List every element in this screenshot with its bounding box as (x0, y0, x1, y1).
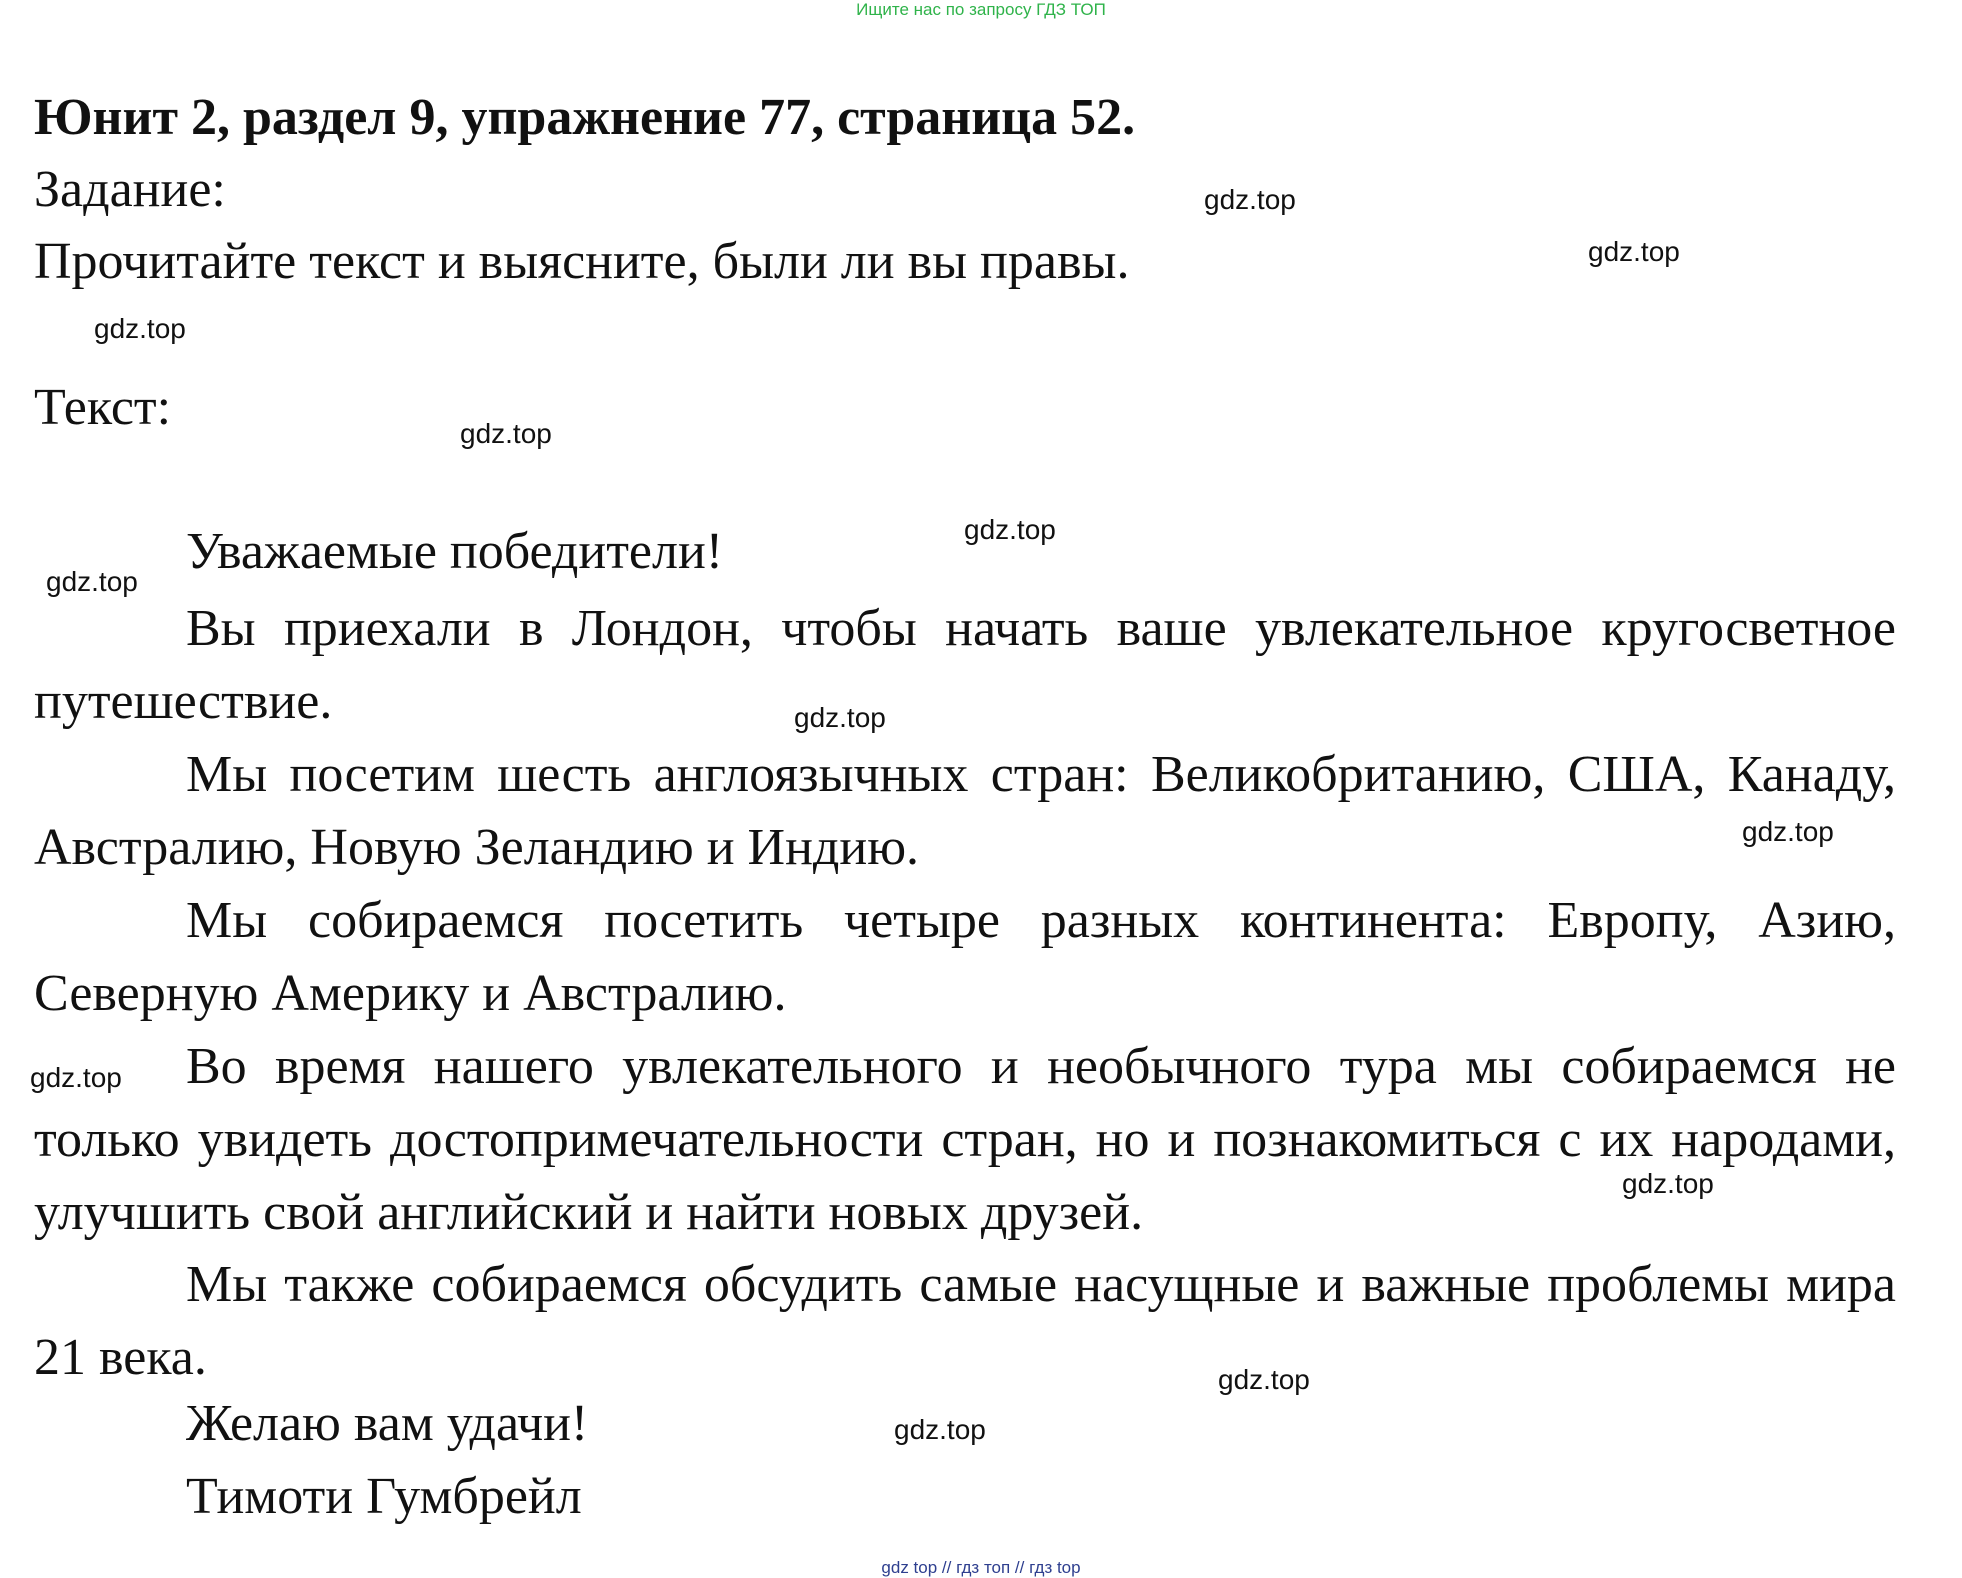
letter-greeting: Уважаемые победители! (186, 523, 724, 580)
letter-signature: Тимоти Гумбрейл (186, 1468, 582, 1525)
letter-paragraph: Мы посетим шесть англоязычных стран: Великобританию, США, Канаду, Австралию, Новую Зеландию и Индию. (34, 746, 1896, 876)
letter-paragraph: Мы также собираемся обсудить самые насущные и важные проблемы мира 21 века. (34, 1256, 1896, 1386)
watermark: gdz.top (1218, 1364, 1310, 1395)
watermark: gdz.top (1622, 1168, 1714, 1199)
footer-links[interactable]: gdz top // гдз топ // гдз top (881, 1558, 1081, 1577)
letter-paragraph: Мы собираемся посетить четыре разных континента: Европу, Азию, Северную Америку и Австралию. (34, 892, 1896, 1022)
task-text: Прочитайте текст и выясните, были ли вы правы. (34, 233, 1130, 290)
top-banner[interactable]: Ищите нас по запросу ГДЗ ТОП (856, 0, 1106, 19)
watermark: gdz.top (46, 566, 138, 597)
letter-paragraph: Вы приехали в Лондон, чтобы начать ваше увлекательное кругосветное путешествие. (34, 600, 1896, 730)
watermark: gdz.top (794, 702, 886, 733)
letter-paragraph: Во время нашего увлекательного и необычного тура мы собираемся не только увидеть достопримечательности стран, но и познакомиться с их народами, улучшить свой английский и найти новых друзей. (34, 1038, 1896, 1241)
text-label: Текст: (34, 379, 172, 436)
watermark: gdz.top (894, 1414, 986, 1445)
watermark: gdz.top (964, 514, 1056, 545)
watermark: gdz.top (1588, 236, 1680, 267)
task-label: Задание: (34, 161, 226, 218)
watermark: gdz.top (460, 418, 552, 449)
watermark: gdz.top (1742, 816, 1834, 847)
watermark: gdz.top (30, 1062, 122, 1093)
letter-closing: Желаю вам удачи! (186, 1395, 589, 1452)
page-title: Юнит 2, раздел 9, упражнение 77, страница 52. (34, 89, 1136, 146)
watermark: gdz.top (1204, 184, 1296, 215)
watermark: gdz.top (94, 313, 186, 344)
